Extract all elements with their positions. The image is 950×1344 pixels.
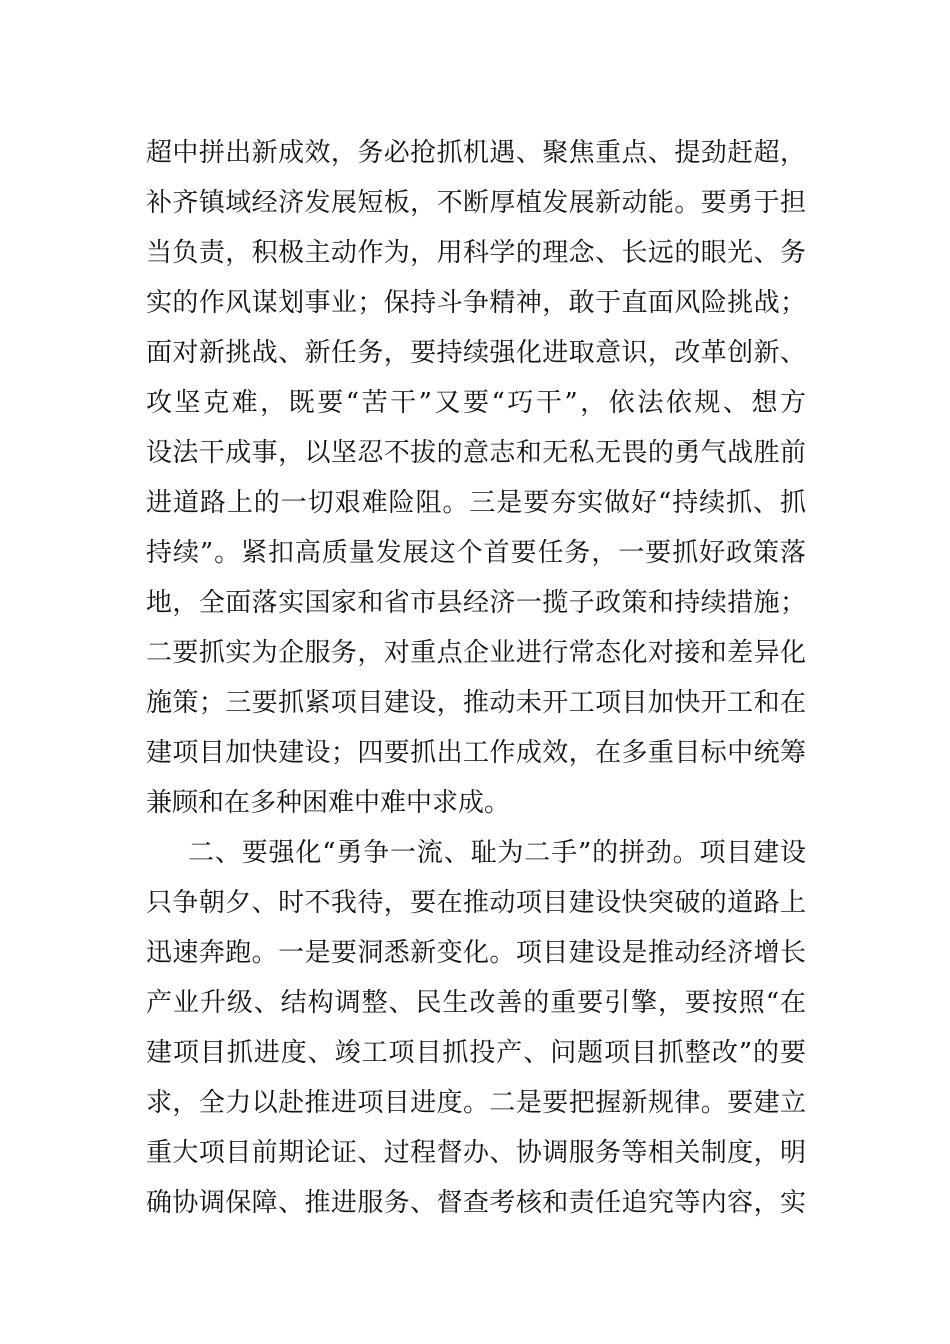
- text-line: 设法干成事，以坚忍不拔的意志和无私无畏的勇气战胜前: [146, 438, 806, 468]
- text-line: 持续”。紧扣高质量发展这个首要任务，一要抓好政策落: [146, 538, 806, 568]
- text-line: 地，全面落实国家和省市县经济一揽子政策和持续措施；: [146, 588, 806, 618]
- text-line: 只争朝夕、时不我待，要在推动项目建设快突破的道路上: [146, 888, 806, 918]
- text-line: 产业升级、结构调整、民生改善的重要引擎，要按照“在: [146, 988, 806, 1018]
- text-line: 面对新挑战、新任务，要持续强化进取意识，改革创新、: [146, 338, 806, 368]
- text-line: 迅速奔跑。一是要洞悉新变化。项目建设是推动经济增长: [146, 938, 806, 968]
- text-line: 重大项目前期论证、过程督办、协调服务等相关制度，明: [146, 1138, 806, 1168]
- text-line: 实的作风谋划事业；保持斗争精神，敢于直面风险挑战；: [146, 288, 806, 318]
- text-line: 超中拼出新成效，务必抢抓机遇、聚焦重点、提劲赶超，: [146, 138, 806, 168]
- paragraph-heading-line: 二、要强化“勇争一流、耻为二手”的拼劲。项目建设: [188, 838, 806, 868]
- text-line: 攻坚克难，既要“苦干”又要“巧干”，依法依规、想方: [146, 388, 806, 418]
- text-line: 进道路上的一切艰难险阻。三是要夯实做好“持续抓、抓: [146, 488, 806, 518]
- text-line: 兼顾和在多种困难中难中求成。: [146, 788, 511, 818]
- text-line: 二要抓实为企服务，对重点企业进行常态化对接和差异化: [146, 638, 806, 668]
- text-line: 建项目加快建设；四要抓出工作成效，在多重目标中统筹: [146, 738, 806, 768]
- text-line: 求，全力以赴推进项目进度。二是要把握新规律。要建立: [146, 1088, 806, 1118]
- text-line: 补齐镇域经济发展短板，不断厚植发展新动能。要勇于担: [146, 188, 806, 218]
- text-line: 确协调保障、推进服务、督查考核和责任追究等内容，实: [146, 1188, 806, 1218]
- text-line: 施策；三要抓紧项目建设，推动未开工项目加快开工和在: [146, 688, 806, 718]
- text-line: 当负责，积极主动作为，用科学的理念、长远的眼光、务: [146, 238, 806, 268]
- text-line: 建项目抓进度、竣工项目抓投产、问题项目抓整改”的要: [146, 1038, 806, 1068]
